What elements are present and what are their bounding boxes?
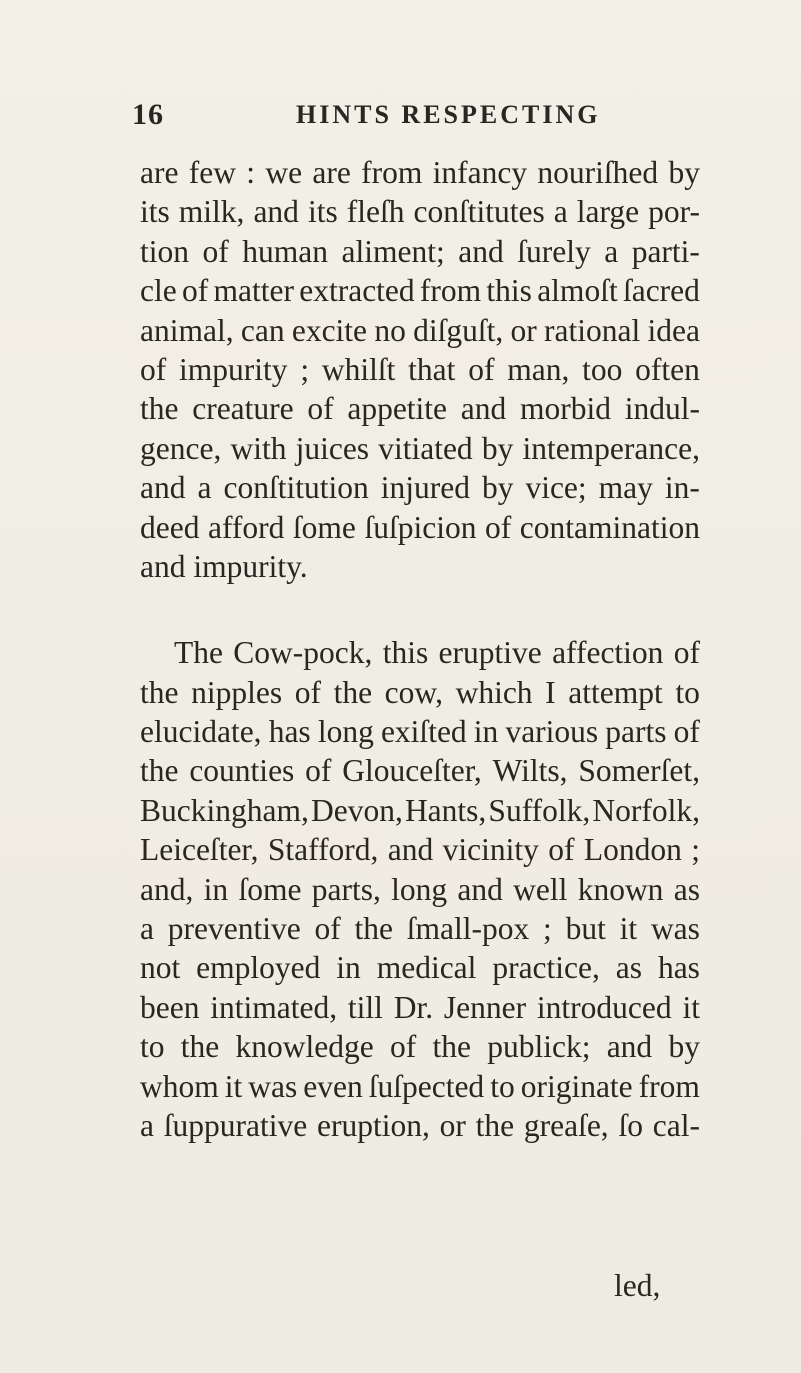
text-line: the counties of Glouceſter, Wilts, Somerſet,: [140, 753, 700, 789]
catchword: led,: [614, 1268, 661, 1303]
text-line: Leiceſter, Stafford, and vicinity of London ;: [140, 832, 700, 868]
text-line: and impurity.: [140, 548, 308, 584]
text-line: elucidate, has long exiſted in various parts of: [140, 714, 700, 750]
text-line: tion of human aliment; and ſurely a parti-: [140, 233, 700, 269]
paragraph: [140, 153, 700, 586]
page-number: 16: [132, 98, 164, 131]
text-line: whom it was even ſuſpected to originate from: [140, 1068, 700, 1104]
text-line: its milk, and its fleſh conſtitutes a large por-: [140, 194, 700, 230]
text-line: deed afford ſome ſuſpicion of contamination: [140, 509, 700, 545]
text-line: animal, can excite no diſguſt, or rational idea: [140, 312, 700, 348]
text-line: the nipples of the cow, which I attempt to: [140, 674, 700, 710]
text-line: and a conſtitution injured by vice; may in-: [140, 470, 700, 506]
text-line: of impurity ; whilſt that of man, too often: [140, 351, 700, 387]
text-line: The Cow-pock, this eruptive affection of: [174, 635, 700, 671]
text-line: Buckingham, Devon, Hants, Suffolk, Norfolk,: [140, 792, 700, 828]
text-line: gence, with juices vitiated by intemperance,: [140, 430, 700, 466]
text-line: and, in ſome parts, long and well known as: [140, 871, 700, 907]
paragraph-gap: [140, 586, 700, 633]
page-header: [132, 98, 672, 138]
paragraph: [140, 633, 700, 1145]
text-line: been intimated, till Dr. Jenner introduced it: [140, 989, 700, 1025]
text-line: not employed in medical practice, as has: [140, 950, 700, 986]
text-line: a preventive of the ſmall-pox ; but it was: [140, 911, 700, 947]
text-line: a ſuppurative eruption, or the greaſe, ſo cal-: [140, 1107, 700, 1143]
text-line: to the knowledge of the publick; and by: [140, 1029, 700, 1065]
running-head: HINTS RESPECTING: [296, 100, 601, 129]
body-text: [140, 153, 700, 1145]
text-line: the creature of appetite and morbid indul-: [140, 391, 700, 427]
text-line: are few : we are from infancy nouriſhed by: [140, 155, 700, 190]
text-line: cle of matter extracted from this almoſt ſacred: [140, 273, 700, 309]
